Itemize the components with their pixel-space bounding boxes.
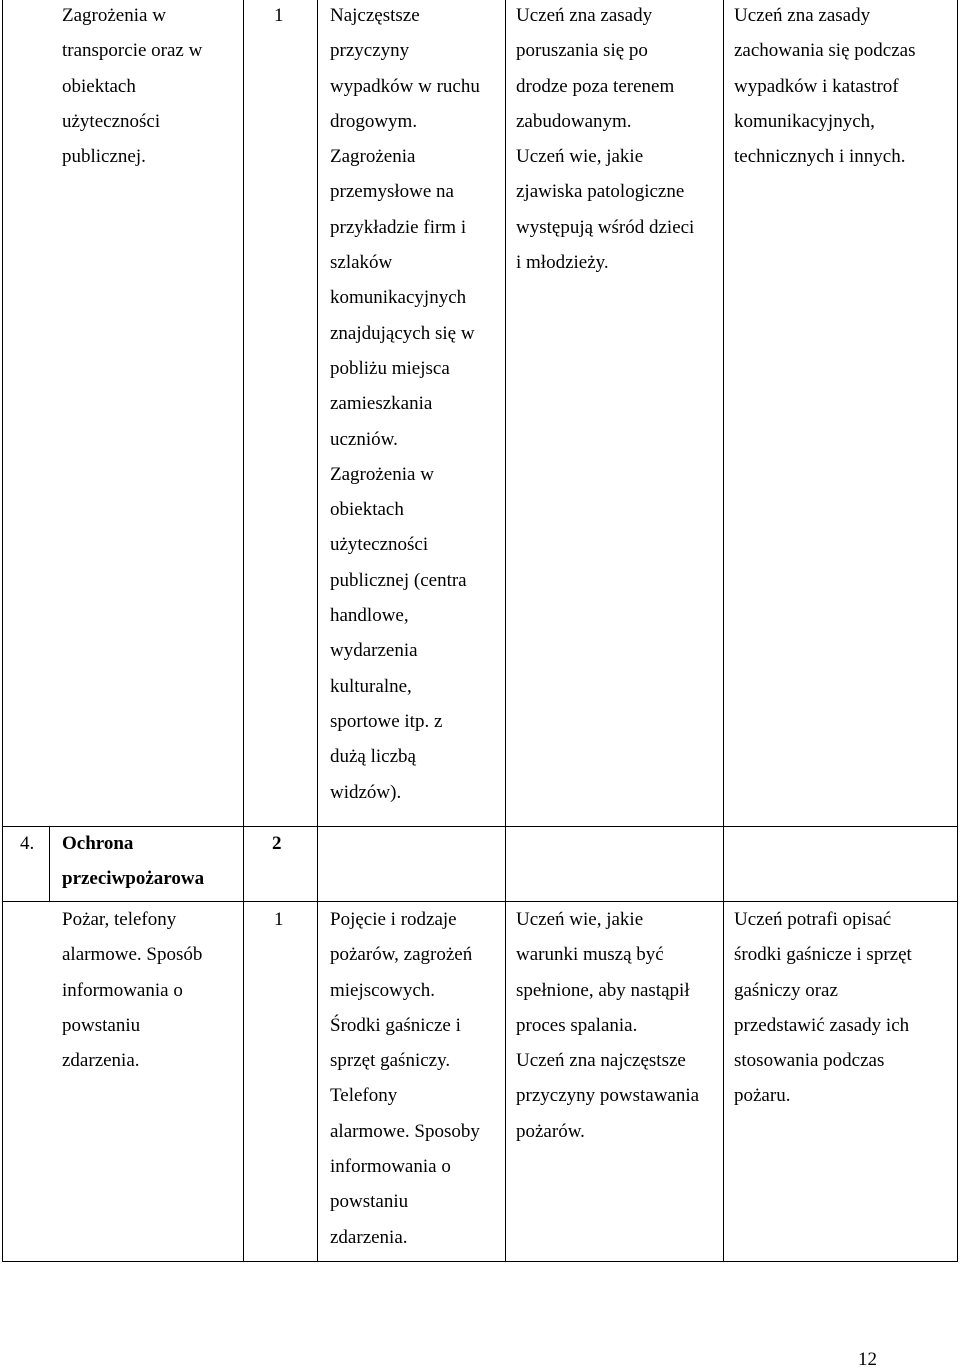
border-col-3 [317, 0, 318, 1262]
border-bottom [2, 1261, 958, 1262]
border-col-5 [723, 0, 724, 1262]
section-number: 4. [20, 833, 35, 854]
row2-hours: 1 [274, 909, 284, 930]
row2-content: Pojęcie i rodzaje pożarów, zagrożeń miejscowych. Środki gaśnicze i sprzęt gaśniczy. Telefony alarmowe. Sposoby informowania o powstaniu zdarzenia. [330, 909, 480, 1248]
row2-extended-requirements: Uczeń potrafi opisać środki gaśnicze i sprzęt gaśniczy oraz przedstawić zasady ich stosowania podczas pożaru. [734, 909, 912, 1107]
row2-basic-requirements: Uczeń wie, jakie warunki muszą być spełnione, aby nastąpił proces spalania. Uczeń zna najczęstsze przyczyny powstawania pożarów. [516, 909, 700, 1142]
border-col-4 [505, 0, 506, 1262]
row1-basic-requirements: Uczeń zna zasady poruszania się po drodze poza terenem zabudowanym. Uczeń wie, jakie zjawiska patologiczne występują wśród dzieci i młodzieży. [516, 5, 695, 274]
section-hours: 2 [272, 833, 282, 854]
row1-content: Najczęstsze przyczyny wypadków w ruchu drogowym. Zagrożenia przemysłowe na przykładzie firm i szlaków komunikacyjnych znajdujących się w pobliżu miejsca zamieszkania uczniów. Zagrożenia w obiektach użyteczności publicznej (centra handlowe, wydarzenia kulturalne, sportowe itp. z dużą liczbą widzów). [330, 5, 480, 803]
row2-topic: Pożar, telefony alarmowe. Sposób informowania o powstaniu zdarzenia. [62, 909, 203, 1072]
row1-extended-requirements: Uczeń zna zasady zachowania się podczas wypadków i katastrof komunikacyjnych, technicznych i innych. [734, 5, 916, 168]
border-right [957, 0, 958, 1262]
section-title: Ochrona przeciwpożarowa [62, 833, 205, 890]
row1-hours: 1 [274, 5, 284, 26]
page-number: 12 [858, 1349, 877, 1370]
border-col-2 [243, 0, 244, 1262]
border-left [2, 0, 3, 1262]
border-col-1 [49, 826, 50, 902]
row1-topic: Zagrożenia w transporcie oraz w obiektach użyteczności publicznej. [62, 5, 203, 168]
